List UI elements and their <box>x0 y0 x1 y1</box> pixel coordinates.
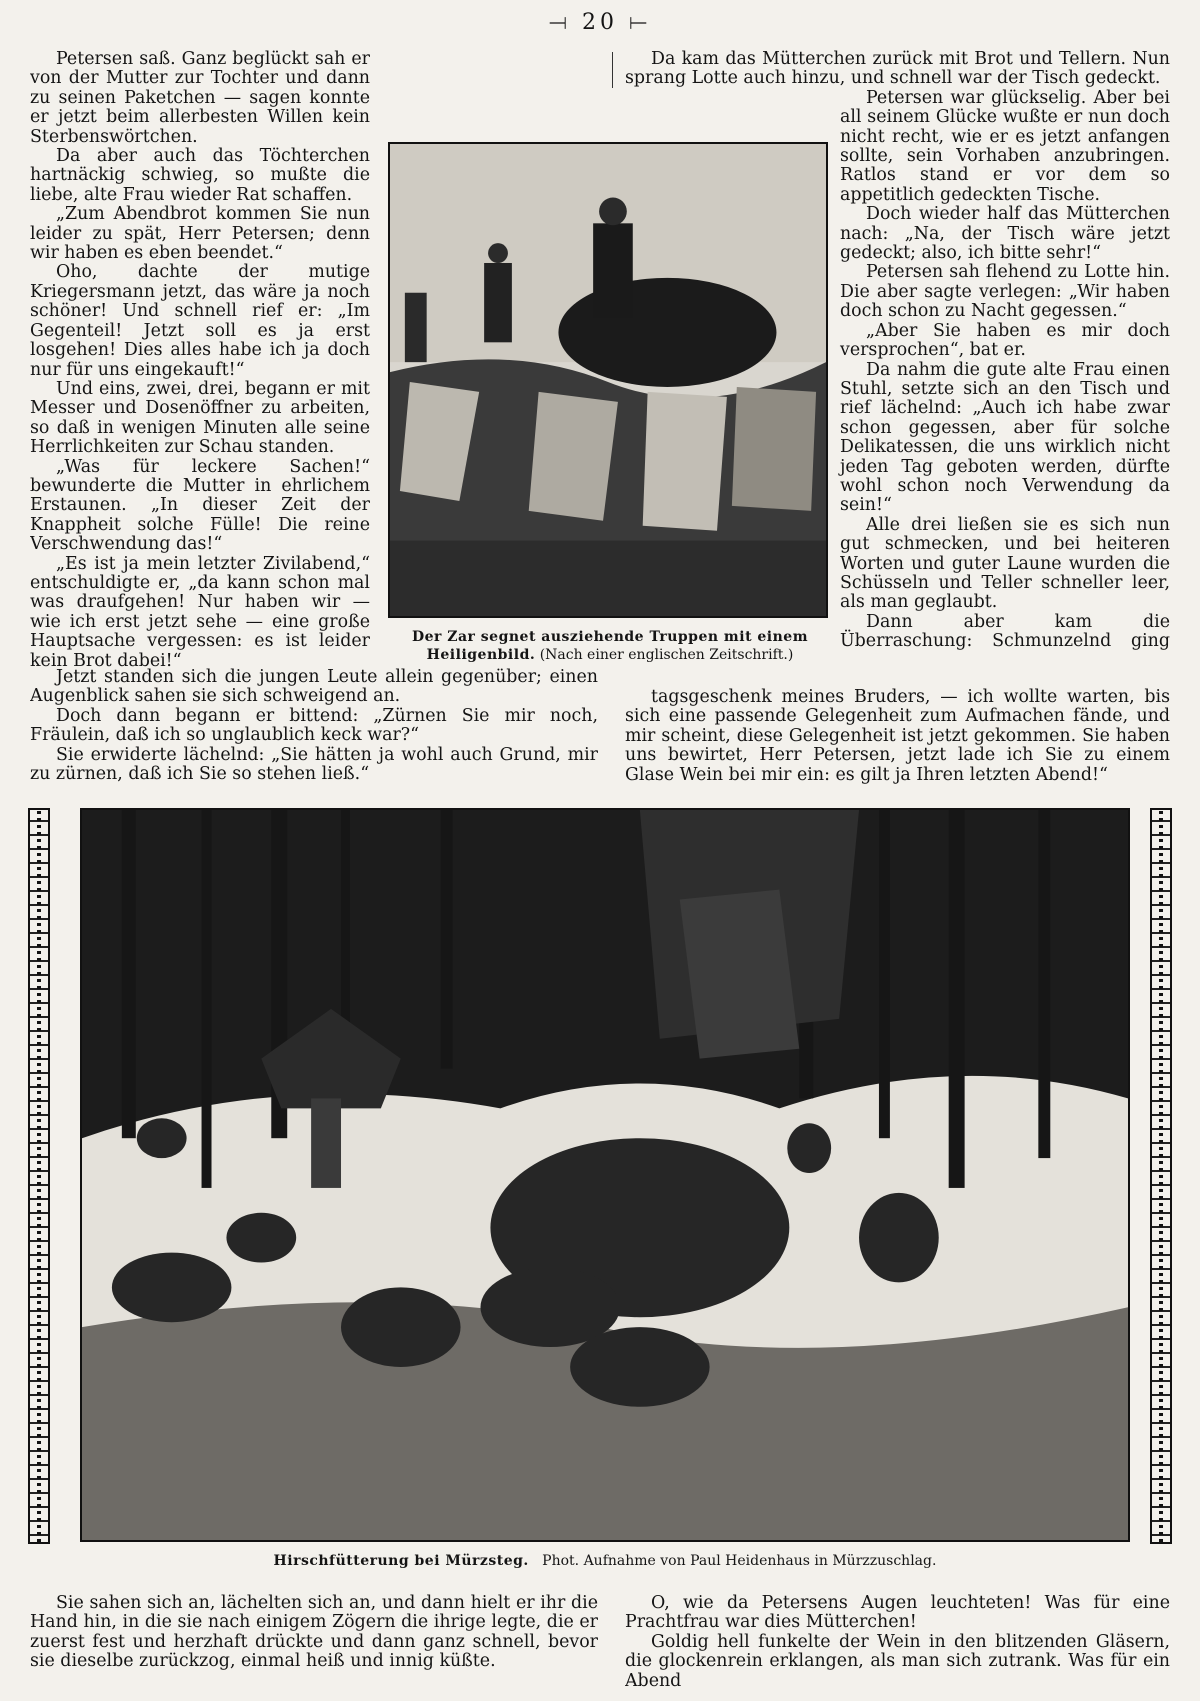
article-column-left-top <box>30 50 370 670</box>
paragraph: Doch wieder half das Mütterchen nach: „Na, der Tisch wäre jetzt gedeckt; also, ich bitte sehr!“ <box>840 204 1170 264</box>
paragraph: Petersen saß. Ganz beglückt sah er von der Mutter zur Tochter und dann zu seinen Paketchen — sagen konnte er jetzt beim allerbesten Willen kein Sterbenswörtchen. <box>30 50 370 147</box>
paragraph: Alle drei ließen sie es sich nun gut schmecken, und bei heiteren Worten und guter Laune wurden die Schüsseln und Teller schneller leer, als man geglaubt. <box>840 514 1170 613</box>
article-column-right-span <box>625 688 1170 785</box>
ornamental-border-right <box>1150 808 1172 1544</box>
paragraph: Da kam das Mütterchen zurück mit Brot und Tellern. Nun sprang Lotte auch hinzu, und schnell war der Tisch gedeckt. <box>625 50 1170 89</box>
paragraph: „Aber Sie haben es mir doch versprochen“, bat er. <box>840 320 1170 361</box>
paragraph: „Es ist ja mein letzter Zivilabend,“ entschuldigte er, „da kann schon mal was draufgehen! Nur haben wir — wie ich erst jetzt sehe — eine große Hauptsache vergessen: es ist leider kein Brot dabei!“ <box>30 553 370 670</box>
caption-source: Phot. Aufnahme von Paul Heidenhaus in Mürzzuschlag. <box>542 1553 937 1569</box>
paragraph: Da nahm die gute alte Frau einen Stuhl, setzte sich an den Tisch und rief lächelnd: „Auch ich habe zwar schon gegessen, aber für solche Delikatessen, die uns wirklich nicht jeden Tag geboten werden, dürfte wohl schon noch Verwendung da sein!“ <box>840 359 1170 516</box>
paragraph: tagsgeschenk meines Bruders, — ich wollte warten, bis sich eine passende Gelegenheit zum Aufmachen fände, und mir scheint, diese Gelegenheit ist jetzt gekommen. Sie haben uns bewirtet, Herr Petersen, jetzt lade ich Sie zu einem Glase Wein bei mir ein: es gilt ja Ihren letzten Abend!“ <box>625 688 1170 785</box>
photo-deer-feeding <box>80 808 1130 1542</box>
paragraph: Jetzt standen sich die jungen Leute allein gegenüber; einen Augenblick sahen sie sich schweigend an. <box>30 668 598 707</box>
photo-caption-top <box>380 628 840 664</box>
paragraph: O, wie da Petersens Augen leuchteten! Was für eine Prachtfrau war dies Mütterchen! <box>625 1594 1170 1633</box>
paragraph: „Was für leckere Sachen!“ bewunderte die Mutter in ehrlichem Erstaunen. „In dieser Zeit der Knappheit solche Fülle! Die reine Verschwendung das!“ <box>30 456 370 555</box>
paragraph: „Zum Abendbrot kommen Sie nun leider zu spät, Herr Petersen; denn wir haben es eben beendet.“ <box>30 204 370 264</box>
article-column-right-bottom <box>625 1594 1170 1694</box>
article-column-left-span <box>30 668 598 784</box>
paragraph: Da aber auch das Töchterchen hartnäckig schwieg, so mußte die liebe, alte Frau wieder Rat schaffen. <box>30 146 370 205</box>
paragraph: Goldig hell funkelte der Wein in den blitzenden Gläsern, die glockenrein erklangen, als man sich zutrank. Was für ein Abend <box>625 1631 1170 1691</box>
ornamental-border-left <box>28 808 50 1544</box>
column-rule <box>612 52 613 88</box>
caption-source: (Nach einer englischen Zeitschrift.) <box>539 647 794 663</box>
caption-title: Hirschfütterung bei Mürzsteg. <box>273 1553 529 1569</box>
photo-tsar-blessing-troops <box>388 142 828 618</box>
photo-caption-bottom <box>80 1552 1130 1570</box>
paragraph: Dann aber kam die Überraschung: Schmunzelnd ging <box>840 611 1170 650</box>
paragraph: Oho, dachte der mutige Kriegersmann jetzt, das wäre ja noch schöner! Und schnell rief er: „Im Gegenteil! Jetzt soll es ja erst losgehen! Dies alles habe ich ja doch nur für uns eingekauft!“ <box>30 262 370 380</box>
paragraph: Doch dann begann er bittend: „Zürnen Sie mir noch, Fräulein, daß ich so unglaublich keck war?“ <box>30 705 598 746</box>
paragraph: Petersen sah flehend zu Lotte hin. Die aber sagte verlegen: „Wir haben doch schon zu Nacht gegessen.“ <box>840 262 1170 322</box>
paragraph: Sie sahen sich an, lächelten sich an, und dann hielt er ihr die Hand hin, in die sie nach einigem Zögern die ihrige legte, die er zuerst fest und herzhaft drückte und dann ganz schnell, bevor sie dieselbe zurückzog, einmal heiß und innig küßte. <box>30 1594 598 1672</box>
paragraph: Petersen war glückselig. Aber bei all seinem Glücke wußte er nun doch nicht recht, wie er es jetzt anfangen sollte, sein Vorhaben anzubringen. Ratlos stand er vor dem so appetitlich gedeckten Tische. <box>840 87 1170 205</box>
paragraph: Sie erwiderte lächelnd: „Sie hätten ja wohl auch Grund, mir zu zürnen, daß ich Sie so stehen ließ.“ <box>30 744 598 785</box>
article-column-left-bottom <box>30 1594 598 1694</box>
page-number: ⟞ 20 ⟝ <box>548 10 652 35</box>
caption-title: Der Zar segnet ausziehende Truppen mit einem Heiligenbild. <box>411 629 809 663</box>
paragraph: Und eins, zwei, drei, begann er mit Messer und Dosenöffner zu arbeiten, so daß in wenigen Minuten alle seine Herrlichkeiten zur Schau standen. <box>30 378 370 458</box>
